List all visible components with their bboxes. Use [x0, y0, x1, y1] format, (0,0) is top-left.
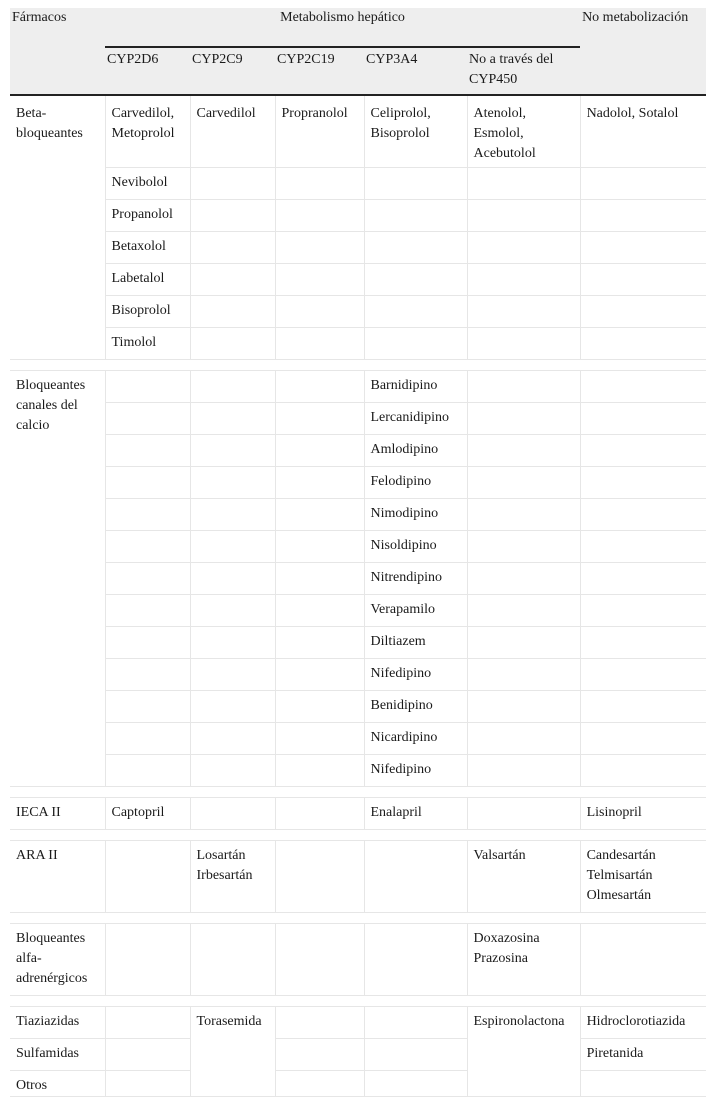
cell-empty — [580, 435, 706, 467]
table-row — [10, 95, 706, 168]
group-spacer — [10, 913, 706, 924]
category-sulfamidas: Sulfamidas — [10, 1039, 105, 1071]
cell-empty — [467, 627, 580, 659]
cell-cyp2d6: Carvedilol, Metoprolol — [105, 95, 190, 168]
cell-empty — [467, 435, 580, 467]
category-ieca: IECA II — [10, 798, 105, 830]
cell-empty — [364, 328, 467, 360]
table-row — [10, 1039, 706, 1071]
cell-empty — [364, 924, 467, 996]
cell-cyp3a4: Nifedipino — [364, 755, 467, 787]
cell-empty — [105, 841, 190, 913]
cell-empty — [105, 691, 190, 723]
cell-empty — [580, 403, 706, 435]
cell-empty — [580, 328, 706, 360]
cell-empty — [275, 659, 364, 691]
cell-empty — [364, 1071, 467, 1097]
cell-empty — [275, 264, 364, 296]
cell-empty — [275, 755, 364, 787]
header-metabolismo: Metabolismo hepático — [105, 8, 580, 47]
cell-cyp2d6: Bisoprolol — [105, 296, 190, 328]
cell-empty — [580, 691, 706, 723]
cell-empty — [190, 328, 275, 360]
table-row — [10, 264, 706, 296]
cell-no-metabolizacion: Candesartán Telmisartán Olmesartán — [580, 841, 706, 913]
cell-empty — [580, 659, 706, 691]
cell-empty — [105, 467, 190, 499]
table-body — [10, 95, 706, 1097]
cell-empty — [275, 499, 364, 531]
cell-empty — [275, 1039, 364, 1071]
cell-cyp3a4: Verapamilo — [364, 595, 467, 627]
cell-no-metabolizacion — [580, 1071, 706, 1097]
cell-empty — [105, 403, 190, 435]
table-row — [10, 168, 706, 200]
cell-empty — [275, 1007, 364, 1039]
cell-empty — [190, 798, 275, 830]
cell-empty — [467, 296, 580, 328]
cell-empty — [105, 371, 190, 403]
cell-no-metabolizacion: Piretanida — [580, 1039, 706, 1071]
cell-empty — [580, 924, 706, 996]
cell-empty — [190, 168, 275, 200]
cell-empty — [467, 168, 580, 200]
cell-empty — [190, 595, 275, 627]
cell-empty — [467, 531, 580, 563]
category-ara: ARA II — [10, 841, 105, 913]
cell-cyp2c9: Losartán Irbesartán — [190, 841, 275, 913]
cell-empty — [467, 798, 580, 830]
table-row — [10, 531, 706, 563]
table-row — [10, 499, 706, 531]
cell-empty — [364, 264, 467, 296]
header-no-metabolizacion: No metabolización — [580, 8, 706, 95]
table-row — [10, 1007, 706, 1039]
cell-empty — [190, 296, 275, 328]
cell-empty — [467, 232, 580, 264]
cell-empty — [364, 1007, 467, 1039]
cell-empty — [364, 1039, 467, 1071]
cell-empty — [190, 627, 275, 659]
header-cyp2c19: CYP2C19 — [275, 47, 364, 95]
table-row — [10, 403, 706, 435]
table-row — [10, 691, 706, 723]
cell-cyp2c9: Torasemida — [190, 1007, 275, 1097]
cell-empty — [467, 467, 580, 499]
table-row — [10, 371, 706, 403]
cell-empty — [275, 841, 364, 913]
table-row — [10, 659, 706, 691]
group-spacer — [10, 360, 706, 371]
cell-empty — [275, 1071, 364, 1097]
cell-cyp3a4: Diltiazem — [364, 627, 467, 659]
cell-empty — [580, 467, 706, 499]
cell-empty — [364, 200, 467, 232]
table-row — [10, 328, 706, 360]
cell-empty — [580, 755, 706, 787]
table-row — [10, 232, 706, 264]
cell-empty — [190, 264, 275, 296]
cell-cyp3a4: Nicardipino — [364, 723, 467, 755]
cell-empty — [105, 755, 190, 787]
cell-empty — [364, 296, 467, 328]
cell-empty — [467, 264, 580, 296]
table-row — [10, 296, 706, 328]
cell-cyp2c9: Carvedilol — [190, 95, 275, 168]
cell-empty — [275, 467, 364, 499]
cell-empty — [580, 264, 706, 296]
category-otros: Otros — [10, 1071, 105, 1097]
table-row — [10, 595, 706, 627]
cell-cyp2d6: Labetalol — [105, 264, 190, 296]
cell-empty — [467, 200, 580, 232]
cell-empty — [467, 659, 580, 691]
cell-empty — [105, 924, 190, 996]
cell-empty — [580, 563, 706, 595]
cell-empty — [275, 691, 364, 723]
cell-empty — [190, 924, 275, 996]
cell-empty — [364, 841, 467, 913]
cell-empty — [190, 200, 275, 232]
table-row — [10, 200, 706, 232]
cell-empty — [190, 467, 275, 499]
table-row — [10, 467, 706, 499]
cell-cyp2d6: Propanolol — [105, 200, 190, 232]
cell-no-cyp450: Espironolactona — [467, 1007, 580, 1097]
cell-empty — [190, 531, 275, 563]
cell-empty — [580, 531, 706, 563]
cell-cyp3a4: Barnidipino — [364, 371, 467, 403]
header-cyp2c9: CYP2C9 — [190, 47, 275, 95]
cell-empty — [580, 371, 706, 403]
cell-cyp3a4: Nisoldipino — [364, 531, 467, 563]
group-spacer — [10, 996, 706, 1007]
cell-empty — [275, 403, 364, 435]
cell-empty — [105, 627, 190, 659]
category-tiaziazidas: Tiaziazidas — [10, 1007, 105, 1039]
cell-no-cyp450: Doxazosina Prazosina — [467, 924, 580, 996]
cell-empty — [275, 200, 364, 232]
header-row-1 — [10, 8, 706, 47]
cell-cyp3a4: Nitrendipino — [364, 563, 467, 595]
cell-empty — [275, 168, 364, 200]
cell-empty — [275, 798, 364, 830]
cell-no-metabolizacion: Hidroclorotiazida — [580, 1007, 706, 1039]
table-row — [10, 723, 706, 755]
cell-empty — [105, 435, 190, 467]
cell-cyp2d6: Captopril — [105, 798, 190, 830]
table-row — [10, 841, 706, 913]
cell-empty — [275, 435, 364, 467]
cell-empty — [190, 371, 275, 403]
cell-cyp3a4: Felodipino — [364, 467, 467, 499]
cell-cyp2d6: Betaxolol — [105, 232, 190, 264]
table-row — [10, 924, 706, 996]
cell-empty — [467, 723, 580, 755]
cell-empty — [190, 691, 275, 723]
cell-empty — [580, 595, 706, 627]
cell-empty — [467, 755, 580, 787]
cell-no-cyp450: Valsartán — [467, 841, 580, 913]
header-cyp2d6: CYP2D6 — [105, 47, 190, 95]
cell-cyp3a4: Benidipino — [364, 691, 467, 723]
table-row — [10, 1071, 706, 1097]
cell-cyp3a4: Nifedipino — [364, 659, 467, 691]
table-row — [10, 627, 706, 659]
cell-empty — [275, 328, 364, 360]
cell-empty — [190, 232, 275, 264]
cell-cyp3a4: Nimodipino — [364, 499, 467, 531]
header-farmacos: Fármacos — [10, 8, 105, 95]
cell-empty — [105, 531, 190, 563]
cell-empty — [190, 563, 275, 595]
group-spacer — [10, 787, 706, 798]
cell-empty — [190, 659, 275, 691]
cell-cyp2d6: Timolol — [105, 328, 190, 360]
table-row — [10, 563, 706, 595]
header-cyp3a4: CYP3A4 — [364, 47, 467, 95]
cell-empty — [580, 723, 706, 755]
cell-empty — [275, 296, 364, 328]
cell-empty — [275, 924, 364, 996]
table-row — [10, 435, 706, 467]
cell-empty — [275, 531, 364, 563]
cell-empty — [275, 627, 364, 659]
cell-empty — [105, 1071, 190, 1097]
cell-empty — [105, 499, 190, 531]
cell-cyp2d6: Nevibolol — [105, 168, 190, 200]
drug-metabolism-table — [10, 8, 706, 1097]
category-bloqueantes-calcio: Bloqueantes canales del calcio — [10, 371, 105, 787]
cell-empty — [467, 595, 580, 627]
cell-empty — [364, 168, 467, 200]
cell-no-cyp450: Atenolol, Esmolol, Acebutolol — [467, 95, 580, 168]
cell-empty — [580, 627, 706, 659]
cell-empty — [467, 328, 580, 360]
cell-no-metabolizacion: Lisinopril — [580, 798, 706, 830]
cell-cyp3a4: Enalapril — [364, 798, 467, 830]
cell-empty — [580, 232, 706, 264]
cell-empty — [580, 296, 706, 328]
cell-empty — [467, 563, 580, 595]
cell-empty — [580, 499, 706, 531]
cell-empty — [467, 691, 580, 723]
cell-empty — [105, 659, 190, 691]
cell-empty — [190, 403, 275, 435]
cell-empty — [580, 168, 706, 200]
cell-no-metabolizacion: Nadolol, Sotalol — [580, 95, 706, 168]
cell-empty — [105, 1039, 190, 1071]
cell-empty — [467, 371, 580, 403]
category-beta-bloqueantes: Beta-bloqueantes — [10, 95, 105, 360]
group-spacer — [10, 830, 706, 841]
cell-cyp3a4: Amlodipino — [364, 435, 467, 467]
category-alfa-adrenergicos: Bloqueantes alfa-adrenérgicos — [10, 924, 105, 996]
drug-metabolism-table-container — [10, 8, 706, 1097]
cell-empty — [275, 723, 364, 755]
cell-empty — [190, 723, 275, 755]
cell-empty — [105, 595, 190, 627]
cell-empty — [580, 200, 706, 232]
cell-empty — [190, 755, 275, 787]
cell-empty — [275, 595, 364, 627]
cell-empty — [467, 403, 580, 435]
cell-empty — [275, 232, 364, 264]
cell-empty — [190, 435, 275, 467]
table-row — [10, 798, 706, 830]
table-header — [10, 8, 706, 95]
cell-cyp2c19: Propranolol — [275, 95, 364, 168]
cell-empty — [467, 499, 580, 531]
cell-cyp3a4: Lercanidipino — [364, 403, 467, 435]
cell-empty — [190, 499, 275, 531]
cell-empty — [275, 563, 364, 595]
cell-cyp3a4: Celiprolol, Bisoprolol — [364, 95, 467, 168]
cell-empty — [105, 1007, 190, 1039]
table-row — [10, 755, 706, 787]
cell-empty — [105, 563, 190, 595]
cell-empty — [105, 723, 190, 755]
header-no-cyp450: No a través del CYP450 — [467, 47, 580, 95]
cell-empty — [275, 371, 364, 403]
cell-empty — [364, 232, 467, 264]
